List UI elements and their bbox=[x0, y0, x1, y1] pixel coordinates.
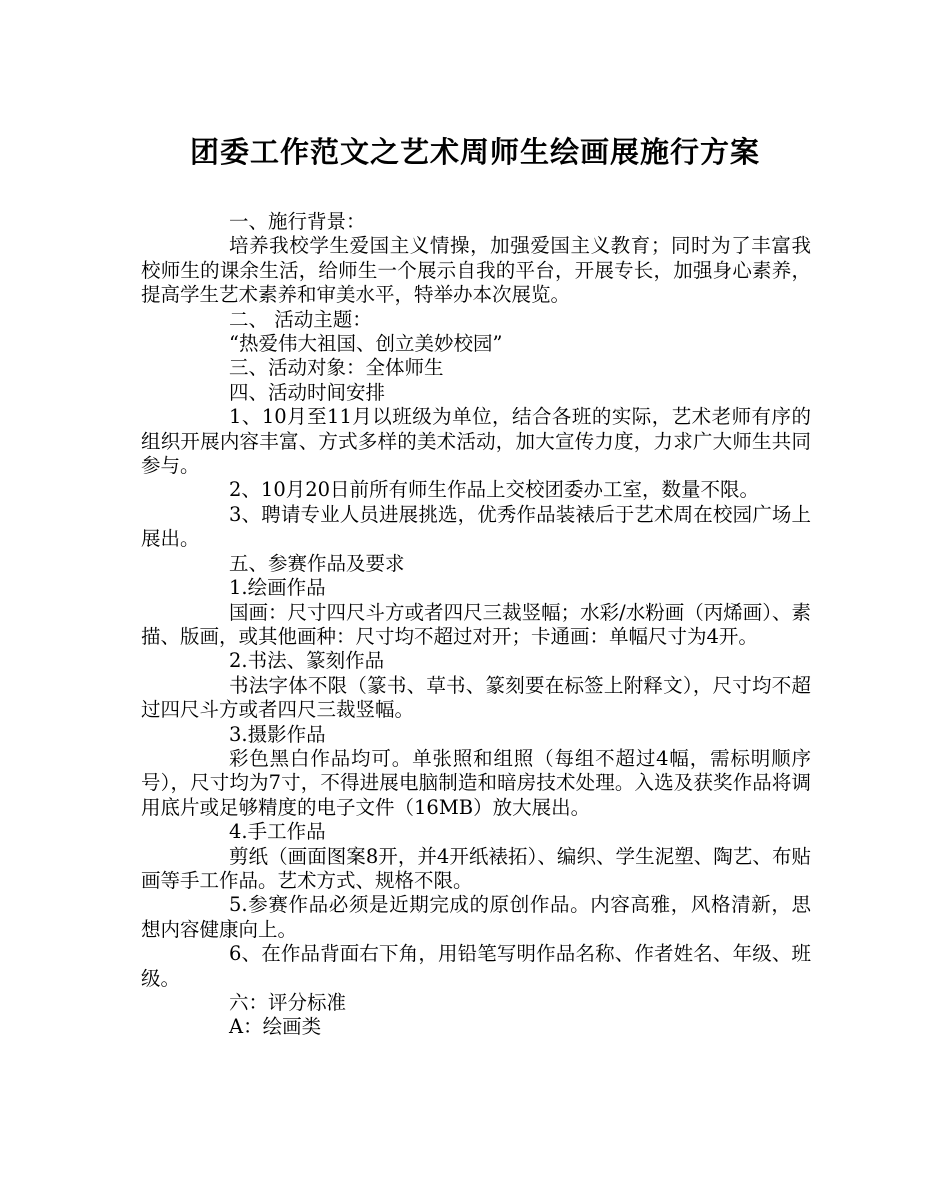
subheading-photography: 3.摄影作品 bbox=[229, 722, 326, 746]
section-heading-scoring: 六：评分标准 bbox=[229, 991, 347, 1014]
section-heading-requirements: 五、参赛作品及要求 bbox=[229, 551, 405, 575]
section-heading-theme: 二、 活动主题： bbox=[229, 307, 372, 331]
subheading-painting: 1.绘画作品 bbox=[229, 576, 326, 600]
section-heading-audience: 三、活动对象：全体师生 bbox=[229, 356, 444, 380]
section-heading-schedule: 四、活动时间安排 bbox=[229, 380, 386, 404]
document-title: 团委工作范文之艺术周师生绘画展施行方案 bbox=[189, 135, 760, 169]
section-heading-background: 一、施行背景： bbox=[229, 210, 366, 233]
paragraph-photography: 彩色黑白作品均可。单张照和组照（每组不超过4幅，需标明顺序号），尺寸均为7寸，不得进展电脑制造和暗房技术处理。入选及获奖作品将调用底片或足够精度的电子文件（16MB）放大展出。 bbox=[141, 746, 811, 819]
paragraph-background: 培养我校学生爱国主义情操，加强爱国主义教育；同时为了丰富我校师生的课余生活，给师生一个展示自我的平台，开展专长，加强身心素养，提高学生艺术素养和审美水平，特举办本次展览。 bbox=[141, 234, 811, 307]
paragraph-originality: 5.参赛作品必须是近期完成的原创作品。内容高雅，风格清新，思想内容健康向上。 bbox=[141, 893, 811, 941]
paragraph-schedule-1: 1、10月至11月以班级为单位，结合各班的实际，艺术老师有序的组织开展内容丰富、方式多样的美术活动，加大宣传力度，力求广大师生共同参与。 bbox=[141, 405, 811, 478]
paragraph-handicraft: 剪纸（画面图案8开，并4开纸裱拓）、编织、学生泥塑、陶艺、布贴画等手工作品。艺术方式、规格不限。 bbox=[141, 844, 811, 892]
document-body bbox=[141, 210, 811, 1040]
paragraph-schedule-3: 3、聘请专业人员进展挑选，优秀作品装裱后于艺术周在校园广场上展出。 bbox=[141, 502, 811, 551]
paragraph-theme: “热爱伟大祖国、创立美妙校园” bbox=[229, 332, 503, 356]
paragraph-painting: 国画：尺寸四尺斗方或者四尺三裁竖幅；水彩/水粉画（丙烯画）、素描、版画，或其他画种：尺寸均不超过对开；卡通画：单幅尺寸为4开。 bbox=[141, 600, 811, 648]
paragraph-labeling: 6、在作品背面右下角，用铅笔写明作品名称、作者姓名、年级、班级。 bbox=[141, 942, 811, 990]
paragraph-schedule-2: 2、10月20日前所有师生作品上交校团委办工室，数量不限。 bbox=[229, 478, 760, 502]
paragraph-calligraphy: 书法字体不限（篆书、草书、篆刻要在标签上附释文），尺寸均不超过四尺斗方或者四尺三裁竖幅。 bbox=[141, 673, 811, 722]
subheading-calligraphy: 2.书法、篆刻作品 bbox=[229, 649, 385, 673]
subheading-handicraft: 4.手工作品 bbox=[229, 820, 326, 844]
subheading-painting-category: A：绘画类 bbox=[229, 1015, 322, 1039]
